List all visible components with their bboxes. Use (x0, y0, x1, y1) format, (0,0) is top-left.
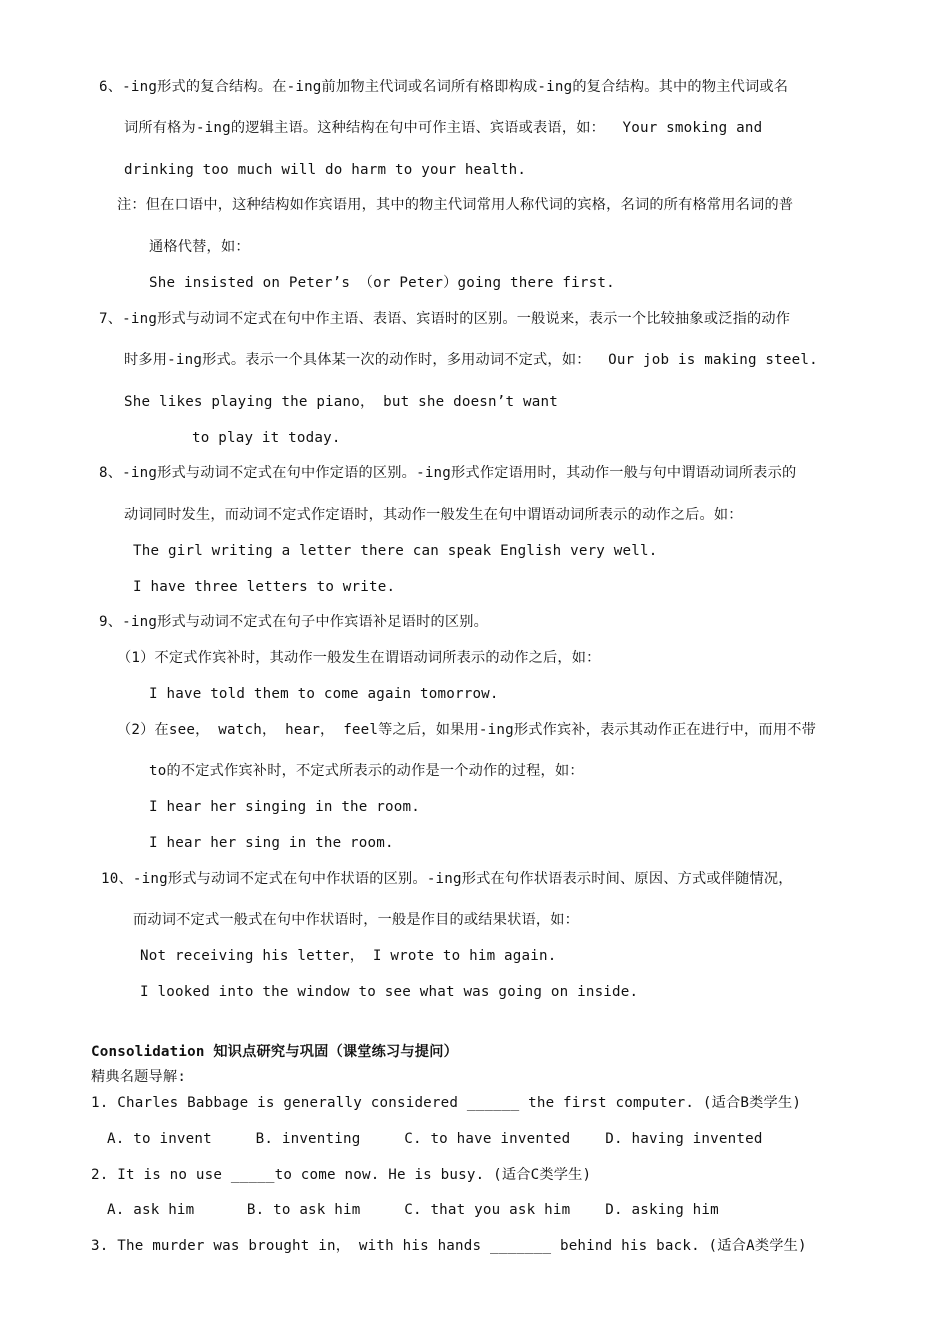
item-10-line-1: 10、-ing形式与动词不定式在句中作状语的区别。-ing形式在句作状语表示时间、原因、方式或伴随情况， (101, 871, 793, 887)
item-7-line-1: 7、-ing形式与动词不定式在句中作主语、表语、宾语时的区别。一般说来，表示一个比较抽象或泛指的动作 (99, 311, 791, 327)
item-9-example-2: I hear her sing in the room. (149, 835, 394, 851)
item-10-line-2: 而动词不定式一般式在句中作状语时，一般是作目的或结果状语，如： (133, 912, 580, 928)
item-7-line-2: 时多用-ing形式。表示一个具体某一次的动作时，多用动词不定式，如： Our job is making steel. (124, 352, 818, 368)
question-2: 2. It is no use _____to come now. He is busy. (适合C类学生) (91, 1167, 592, 1183)
item-6-line-2: 词所有格为-ing的逻辑主语。这种结构在句中可作主语、宾语或表语，如： Your smoking and (124, 120, 763, 136)
item-6-example: drinking too much will do harm to your health. (124, 162, 527, 178)
item-8-example-2: I have three letters to write. (133, 579, 396, 595)
item-7-example-2: to play it today. (192, 430, 341, 446)
item-9-example-1: I hear her singing in the room. (149, 799, 420, 815)
question-1: 1. Charles Babbage is generally considered ______ the first computer. (适合B类学生) (91, 1095, 802, 1111)
item-9-heading: 9、-ing形式与动词不定式在句子中作宾语补足语时的区别。 (99, 614, 489, 630)
item-10-example-2: I looked into the window to see what was going on inside. (140, 984, 639, 1000)
item-10-example-1: Not receiving his letter， I wrote to him again. (140, 948, 557, 964)
note-example: She insisted on Peter’s （or Peter）going there first. (149, 275, 615, 291)
item-9-sub-2-line-2: to的不定式作宾补时，不定式所表示的动作是一个动作的过程，如： (149, 763, 584, 779)
item-9-sub-2-line-1: （2）在see， watch， hear， feel等之后，如果用-ing形式作宾补，表示其动作正在进行中，而用不带 (117, 722, 816, 738)
item-9-sub-1-example: I have told them to come again tomorrow. (149, 686, 499, 702)
question-3: 3. The murder was brought in， with his hands _______ behind his back. (适合A类学生) (91, 1238, 807, 1254)
question-2-options: A. ask him B. to ask him C. that you ask him D. asking him (107, 1202, 719, 1218)
item-7-example-1: She likes playing the piano， but she doesn’t want (124, 394, 558, 410)
item-6-line-1: 6、-ing形式的复合结构。在-ing前加物主代词或名词所有格即构成-ing的复合结构。其中的物主代词或名 (99, 79, 789, 95)
item-9-sub-1: （1）不定式作宾补时，其动作一般发生在谓语动词所表示的动作之后，如： (117, 650, 601, 666)
question-1-options: A. to invent B. inventing C. to have invented D. having invented (107, 1131, 763, 1147)
item-8-line-1: 8、-ing形式与动词不定式在句中作定语的区别。-ing形式作定语用时，其动作一般与句中谓语动词所表示的 (99, 465, 797, 481)
item-8-line-2: 动词同时发生，而动词不定式作定语时，其动作一般发生在句中谓语动词所表示的动作之后。如： (124, 507, 743, 523)
note-line-2: 通格代替，如： (149, 239, 250, 255)
section-heading: Consolidation 知识点研究与巩固（课堂练习与提问） (91, 1044, 458, 1060)
item-8-example-1: The girl writing a letter there can speak English very well. (133, 543, 658, 559)
note-line-1: 注：但在口语中，这种结构如作宾语用，其中的物主代词常用人称代词的宾格，名词的所有格常用名词的普 (117, 197, 794, 213)
subsection-label: 精典名题导解: (91, 1069, 187, 1085)
